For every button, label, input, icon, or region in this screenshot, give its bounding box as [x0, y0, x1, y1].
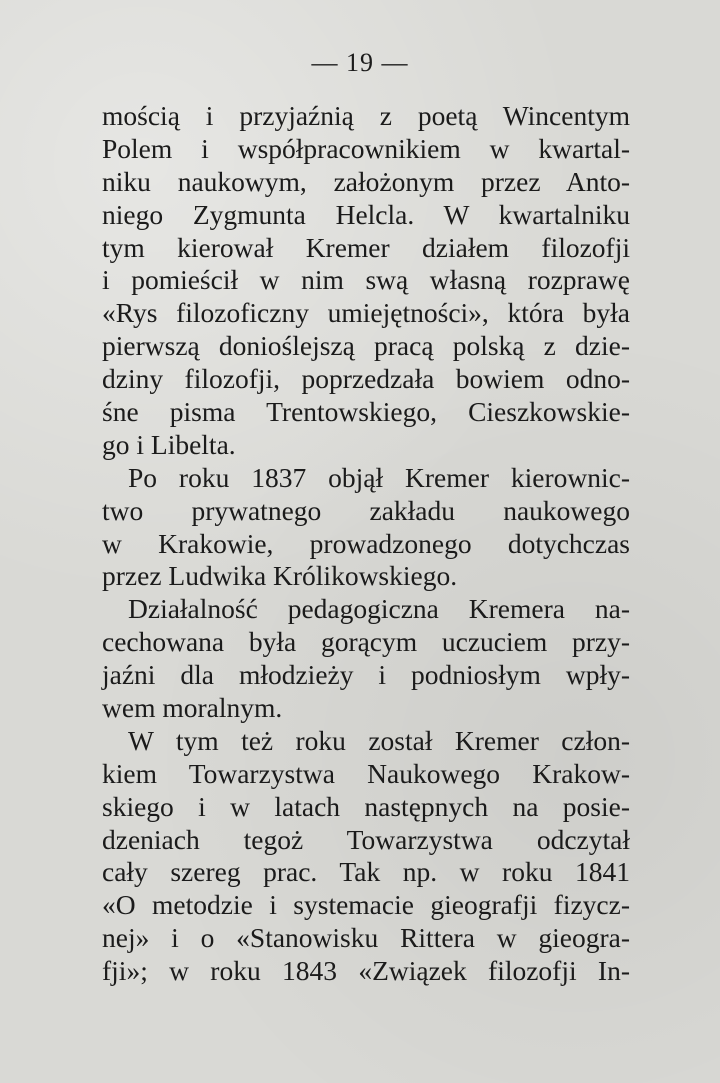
- text-line: two prywatnego zakładu naukowego: [102, 494, 630, 526]
- text-line: dzeniach tegoż Towarzystwa odczytał: [102, 823, 630, 855]
- text-line: skiego i w latach następnych na posie-: [102, 790, 630, 822]
- text-line: przez Ludwika Królikowskiego.: [102, 560, 458, 592]
- text-line: fji»; w roku 1843 «Związek filozofji In-: [102, 955, 630, 987]
- text-line: go i Libelta.: [102, 428, 236, 460]
- text-line: pierwszą donioślejszą pracą polską z dzie-: [102, 330, 630, 362]
- text-line: Po roku 1837 objął Kremer kierownic-: [128, 461, 630, 493]
- text-line: «Rys filozoficzny umiejętności», która była: [102, 297, 630, 329]
- page-number: — 19 —: [311, 48, 409, 77]
- body-text: [102, 100, 630, 988]
- text-line: W tym też roku został Kremer człon-: [128, 724, 630, 756]
- text-line: wem moralnym.: [102, 692, 283, 724]
- text-line: mością i przyjaźnią z poetą Wincentym: [102, 100, 630, 131]
- text-line: niku naukowym, założonym przez Anto-: [102, 165, 630, 197]
- text-line: niego Zygmunta Helcla. W kwartalniku: [102, 198, 630, 230]
- text-line: Polem i współpracownikiem w kwartal-: [102, 132, 630, 164]
- text-line: «O metodzie i systemacie gieografji fizycz-: [102, 889, 630, 921]
- text-line: śne pisma Trentowskiego, Cieszkowskie-: [102, 396, 630, 428]
- text-line: dziny filozofji, poprzedzała bowiem odno-: [102, 363, 630, 395]
- text-line: tym kierował Kremer działem filozofji: [102, 231, 630, 263]
- text-line: nej» i o «Stanowisku Rittera w gieogra-: [102, 922, 630, 954]
- text-line: cały szereg prac. Tak np. w roku 1841: [102, 856, 630, 888]
- text-line: w Krakowie, prowadzonego dotychczas: [102, 527, 630, 559]
- text-line: cechowana była gorącym uczuciem przy-: [102, 626, 630, 658]
- text-line: Działalność pedagogiczna Kremera na-: [128, 593, 630, 625]
- text-line: i pomieścił w nim swą własną rozprawę: [102, 264, 630, 296]
- text-line: jaźni dla młodzieży i podniosłym wpły-: [102, 659, 630, 691]
- text-line: kiem Towarzystwa Naukowego Krakow-: [102, 757, 630, 789]
